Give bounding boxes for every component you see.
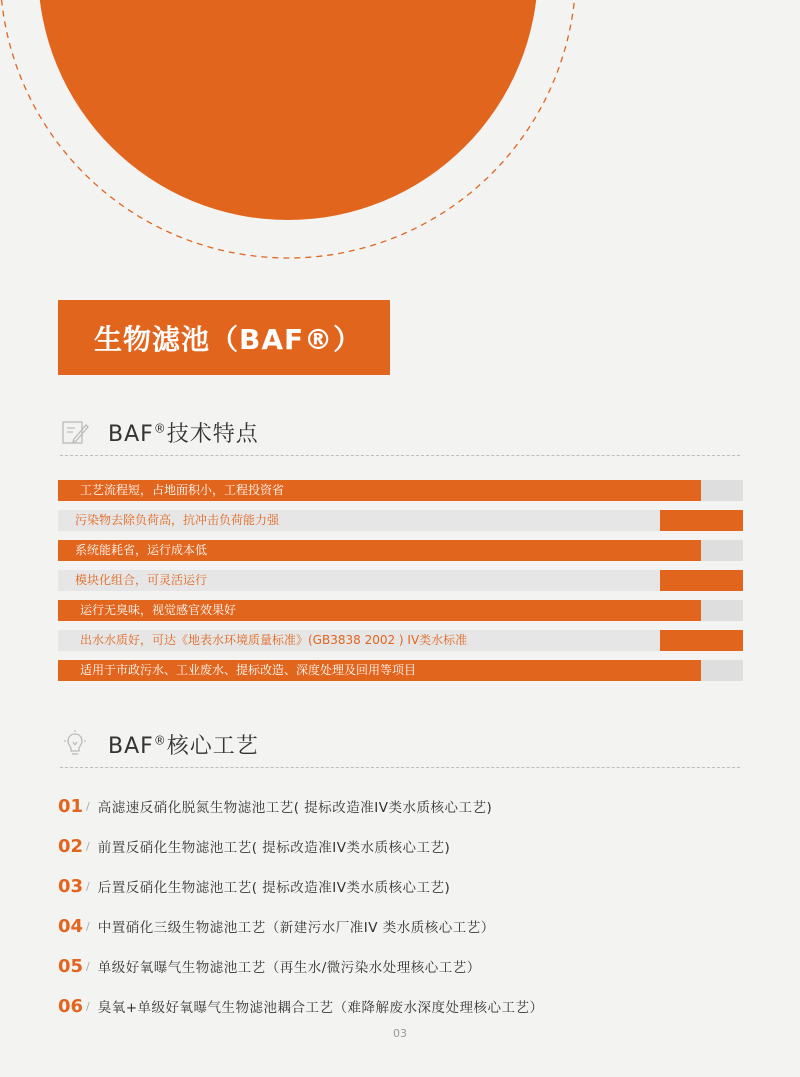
process-text: 单级好氧曝气生物滤池工艺（再生水/微污染水处理核心工艺） xyxy=(97,960,481,976)
process-item: 01 / 高滤速反硝化脱氮生物滤池工艺( 提标改造准IV类水质核心工艺) xyxy=(58,795,493,817)
page-title: 生物滤池（BAF®） xyxy=(58,300,390,375)
features-list xyxy=(58,480,743,690)
process-text: 高滤速反硝化脱氮生物滤池工艺( 提标改造准IV类水质核心工艺) xyxy=(97,800,493,816)
process-text: 后置反硝化生物滤池工艺( 提标改造准IV类水质核心工艺) xyxy=(97,880,451,896)
feature-bar: 模块化组合，可灵活运行 xyxy=(58,570,743,591)
process-text: 前置反硝化生物滤池工艺( 提标改造准IV类水质核心工艺) xyxy=(97,840,451,856)
feature-bar: 出水水质好，可达《地表水环境质量标准》(GB3838 2002 ) IV类水标准 xyxy=(58,630,743,651)
process-heading xyxy=(60,724,259,764)
page-number: 03 xyxy=(393,1027,407,1040)
process-text: 臭氧+单级好氧曝气生物滤池耦合工艺（难降解废水深度处理核心工艺） xyxy=(97,1000,544,1016)
process-number: 05 xyxy=(58,955,84,977)
process-list xyxy=(58,786,758,1026)
decorative-circle xyxy=(0,0,800,270)
process-number: 03 xyxy=(58,875,84,897)
process-item: 04 / 中置硝化三级生物滤池工艺（新建污水厂准IV 类水质核心工艺） xyxy=(58,915,495,937)
process-number: 04 xyxy=(58,915,84,937)
features-heading-text: BAF®技术特点 xyxy=(108,421,259,447)
feature-bar: 污染物去除负荷高，抗冲击负荷能力强 xyxy=(58,510,743,531)
process-item: 03 / 后置反硝化生物滤池工艺( 提标改造准IV类水质核心工艺) xyxy=(58,875,451,897)
divider xyxy=(60,767,740,768)
process-text: 中置硝化三级生物滤池工艺（新建污水厂准IV 类水质核心工艺） xyxy=(97,920,495,936)
process-number: 01 xyxy=(58,795,84,817)
process-item: 02 / 前置反硝化生物滤池工艺( 提标改造准IV类水质核心工艺) xyxy=(58,835,451,857)
process-number: 06 xyxy=(58,995,84,1017)
edit-note-icon xyxy=(60,417,90,447)
process-number: 02 xyxy=(58,835,84,857)
features-heading xyxy=(60,412,259,452)
feature-bar: 运行无臭味，视觉感官效果好 xyxy=(58,600,743,621)
divider xyxy=(60,455,740,456)
process-item: 05 / 单级好氧曝气生物滤池工艺（再生水/微污染水处理核心工艺） xyxy=(58,955,481,977)
lightbulb-icon xyxy=(60,729,90,759)
feature-bar: 工艺流程短，占地面积小，工程投资省 xyxy=(58,480,743,501)
feature-bar: 适用于市政污水、工业废水、提标改造、深度处理及回用等项目 xyxy=(58,660,743,681)
process-heading-text: BAF®核心工艺 xyxy=(108,733,259,759)
process-item: 06 / 臭氧+单级好氧曝气生物滤池耦合工艺（难降解废水深度处理核心工艺） xyxy=(58,995,544,1017)
feature-bar: 系统能耗省，运行成本低 xyxy=(58,540,743,561)
